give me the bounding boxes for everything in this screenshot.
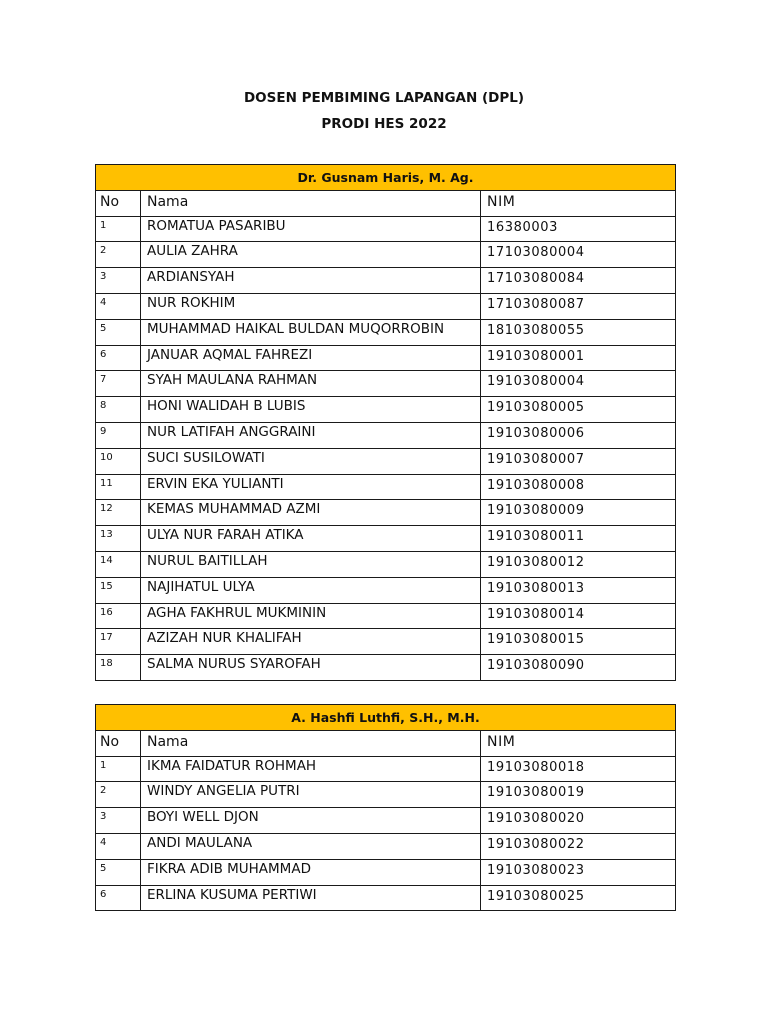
table-row [96, 371, 676, 397]
table-row [96, 268, 676, 294]
row-number: 10 [96, 448, 141, 474]
row-number: 5 [96, 319, 141, 345]
row-number: 1 [96, 216, 141, 242]
student-nim: 19103080001 [481, 345, 676, 371]
table-row [96, 859, 676, 885]
table-row [96, 293, 676, 319]
student-name: KEMAS MUHAMMAD AZMI [141, 500, 481, 526]
table-row [96, 345, 676, 371]
row-number: 15 [96, 577, 141, 603]
student-nim: 18103080055 [481, 319, 676, 345]
student-nim: 19103080004 [481, 371, 676, 397]
table-row [96, 397, 676, 423]
student-nim: 19103080011 [481, 526, 676, 552]
table-row [96, 448, 676, 474]
row-number: 6 [96, 345, 141, 371]
row-number: 2 [96, 242, 141, 268]
row-number: 3 [96, 808, 141, 834]
row-number: 14 [96, 551, 141, 577]
student-name: WINDY ANGELIA PUTRI [141, 782, 481, 808]
student-nim: 19103080090 [481, 655, 676, 681]
student-name: JANUAR AQMAL FAHREZI [141, 345, 481, 371]
student-name: ERLINA KUSUMA PERTIWI [141, 885, 481, 911]
dpl-table-group-1 [95, 164, 676, 681]
student-name: MUHAMMAD HAIKAL BULDAN MUQORROBIN [141, 319, 481, 345]
row-number: 16 [96, 603, 141, 629]
student-name: SUCI SUSILOWATI [141, 448, 481, 474]
student-nim: 17103080004 [481, 242, 676, 268]
student-name: SYAH MAULANA RAHMAN [141, 371, 481, 397]
student-name: ROMATUA PASARIBU [141, 216, 481, 242]
student-nim: 19103080020 [481, 808, 676, 834]
table-row [96, 655, 676, 681]
student-name: AGHA FAKHRUL MUKMININ [141, 603, 481, 629]
student-name: AZIZAH NUR KHALIFAH [141, 629, 481, 655]
student-nim: 19103080007 [481, 448, 676, 474]
student-name: NURUL BAITILLAH [141, 551, 481, 577]
table-row [96, 782, 676, 808]
student-name: HONI WALIDAH B LUBIS [141, 397, 481, 423]
lecturer-name: Dr. Gusnam Haris, M. Ag. [96, 165, 676, 191]
title-line-2: PRODI HES 2022 [321, 116, 447, 132]
column-header-no: No [96, 190, 141, 216]
table-row [96, 526, 676, 552]
table-row [96, 242, 676, 268]
lecturer-name: A. Hashfi Luthfi, S.H., M.H. [96, 705, 676, 731]
document-title [0, 88, 768, 140]
column-header-nim: NIM [481, 730, 676, 756]
student-nim: 19103080008 [481, 474, 676, 500]
table-row [96, 756, 676, 782]
student-nim: 19103080012 [481, 551, 676, 577]
student-name: ULYA NUR FARAH ATIKA [141, 526, 481, 552]
student-nim: 19103080025 [481, 885, 676, 911]
table-row [96, 551, 676, 577]
table-row [96, 500, 676, 526]
table-row [96, 474, 676, 500]
table-row [96, 422, 676, 448]
row-number: 5 [96, 859, 141, 885]
row-number: 4 [96, 833, 141, 859]
student-name: BOYI WELL DJON [141, 808, 481, 834]
student-name: FIKRA ADIB MUHAMMAD [141, 859, 481, 885]
student-nim: 19103080006 [481, 422, 676, 448]
student-nim: 19103080023 [481, 859, 676, 885]
student-nim: 17103080084 [481, 268, 676, 294]
column-header-nim: NIM [481, 190, 676, 216]
row-number: 11 [96, 474, 141, 500]
row-number: 18 [96, 655, 141, 681]
row-number: 2 [96, 782, 141, 808]
row-number: 7 [96, 371, 141, 397]
column-header-no: No [96, 730, 141, 756]
student-nim: 16380003 [481, 216, 676, 242]
column-header-nama: Nama [141, 190, 481, 216]
dpl-table-group-2 [95, 704, 676, 911]
row-number: 17 [96, 629, 141, 655]
table-row [96, 577, 676, 603]
title-line-1: DOSEN PEMBIMING LAPANGAN (DPL) [243, 90, 525, 106]
table-row [96, 629, 676, 655]
table-row [96, 319, 676, 345]
table-row [96, 808, 676, 834]
student-name: NAJIHATUL ULYA [141, 577, 481, 603]
row-number: 1 [96, 756, 141, 782]
student-nim: 19103080013 [481, 577, 676, 603]
student-name: ARDIANSYAH [141, 268, 481, 294]
student-nim: 19103080009 [481, 500, 676, 526]
row-number: 3 [96, 268, 141, 294]
student-nim: 19103080014 [481, 603, 676, 629]
student-name: AULIA ZAHRA [141, 242, 481, 268]
student-name: SALMA NURUS SYAROFAH [141, 655, 481, 681]
row-number: 12 [96, 500, 141, 526]
student-nim: 19103080005 [481, 397, 676, 423]
table-row [96, 833, 676, 859]
student-name: IKMA FAIDATUR ROHMAH [141, 756, 481, 782]
student-nim: 19103080019 [481, 782, 676, 808]
table-row [96, 216, 676, 242]
student-name: ERVIN EKA YULIANTI [141, 474, 481, 500]
row-number: 8 [96, 397, 141, 423]
table-row [96, 603, 676, 629]
student-nim: 19103080018 [481, 756, 676, 782]
student-nim: 17103080087 [481, 293, 676, 319]
column-header-nama: Nama [141, 730, 481, 756]
student-name: NUR ROKHIM [141, 293, 481, 319]
student-nim: 19103080022 [481, 833, 676, 859]
table-row [96, 885, 676, 911]
student-nim: 19103080015 [481, 629, 676, 655]
row-number: 9 [96, 422, 141, 448]
row-number: 6 [96, 885, 141, 911]
row-number: 4 [96, 293, 141, 319]
student-name: ANDI MAULANA [141, 833, 481, 859]
student-name: NUR LATIFAH ANGGRAINI [141, 422, 481, 448]
row-number: 13 [96, 526, 141, 552]
